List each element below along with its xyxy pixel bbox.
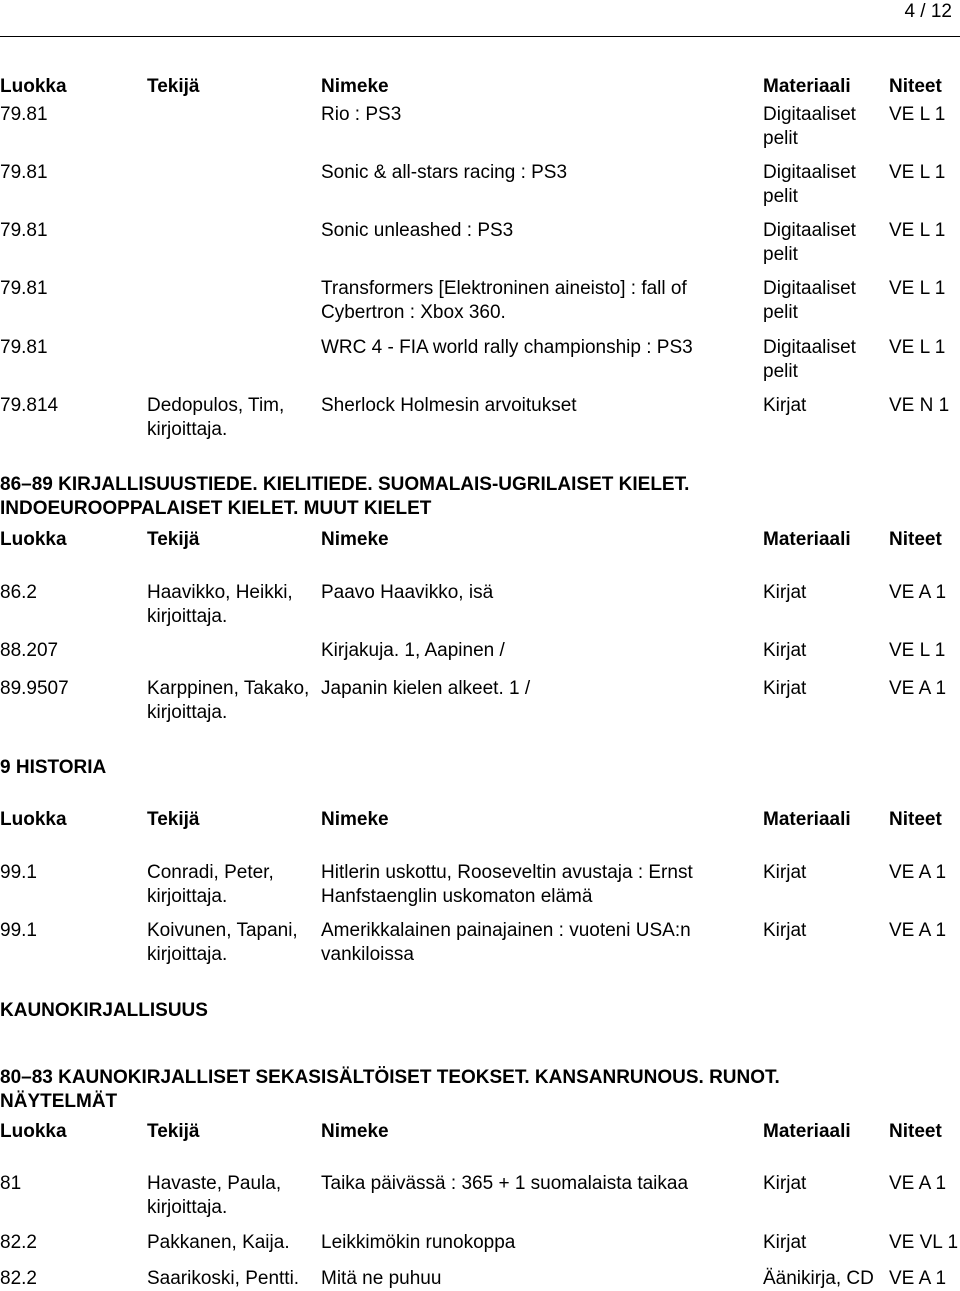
col-materiaali: Materiaali bbox=[763, 76, 851, 97]
col-nimeke: Nimeke bbox=[321, 529, 389, 550]
col-niteet: Niteet bbox=[889, 809, 942, 830]
header-rule bbox=[0, 36, 960, 37]
cell-tekija: Conradi, Peter, kirjoittaja. bbox=[147, 862, 274, 907]
cell-niteet: VE L 1 bbox=[889, 162, 946, 183]
cell-nimeke: Japanin kielen alkeet. 1 / bbox=[321, 678, 531, 699]
col-materiaali: Materiaali bbox=[763, 809, 851, 830]
cell-nimeke: Sherlock Holmesin arvoitukset bbox=[321, 395, 577, 416]
cell-luokka: 89.9507 bbox=[0, 678, 69, 699]
col-luokka: Luokka bbox=[0, 809, 67, 830]
col-niteet: Niteet bbox=[889, 529, 942, 550]
col-materiaali: Materiaali bbox=[763, 1121, 851, 1142]
cell-nimeke: Kirjakuja. 1, Aapinen / bbox=[321, 640, 505, 661]
col-luokka: Luokka bbox=[0, 76, 67, 97]
cell-nimeke: Amerikkalainen painajainen : vuoteni USA:n vankiloissa bbox=[321, 920, 691, 965]
col-nimeke: Nimeke bbox=[321, 809, 389, 830]
cell-tekija: Saarikoski, Pentti. bbox=[147, 1268, 300, 1289]
cell-luokka: 99.1 bbox=[0, 862, 37, 883]
cell-luokka: 79.81 bbox=[0, 278, 48, 299]
cell-tekija: Karppinen, Takako, kirjoittaja. bbox=[147, 678, 310, 723]
section-heading: KAUNOKIRJALLISUUS bbox=[0, 1000, 208, 1021]
col-tekija: Tekijä bbox=[147, 76, 200, 97]
cell-luokka: 79.81 bbox=[0, 104, 48, 125]
cell-luokka: 79.81 bbox=[0, 220, 48, 241]
col-nimeke: Nimeke bbox=[321, 76, 389, 97]
cell-materiaali: Kirjat bbox=[763, 862, 807, 883]
cell-materiaali: Kirjat bbox=[763, 1173, 807, 1194]
col-tekija: Tekijä bbox=[147, 809, 200, 830]
cell-luokka: 82.2 bbox=[0, 1232, 37, 1253]
cell-materiaali: Äänikirja, CD bbox=[763, 1268, 874, 1289]
cell-luokka: 81 bbox=[0, 1173, 22, 1194]
cell-nimeke: Transformers [Elektroninen aineisto] : fall of Cybertron : Xbox 360. bbox=[321, 278, 687, 323]
cell-niteet: VE A 1 bbox=[889, 1268, 947, 1289]
cell-luokka: 79.81 bbox=[0, 337, 48, 358]
cell-materiaali: Kirjat bbox=[763, 582, 807, 603]
cell-luokka: 82.2 bbox=[0, 1268, 37, 1289]
cell-tekija: Haavikko, Heikki, kirjoittaja. bbox=[147, 582, 293, 627]
cell-materiaali: Digitaaliset pelit bbox=[763, 220, 856, 265]
col-nimeke: Nimeke bbox=[321, 1121, 389, 1142]
cell-luokka: 79.81 bbox=[0, 162, 48, 183]
cell-niteet: VE VL 1 bbox=[889, 1232, 959, 1253]
section-heading: 9 HISTORIA bbox=[0, 757, 107, 778]
col-materiaali: Materiaali bbox=[763, 529, 851, 550]
cell-luokka: 88.207 bbox=[0, 640, 59, 661]
cell-niteet: VE N 1 bbox=[889, 395, 950, 416]
section-heading: 86–89 KIRJALLISUUSTIEDE. KIELITIEDE. SUOMALAIS-UGRILAISET KIELET. INDOEUROOPPALAISET KIELET. MUUT KIELET bbox=[0, 474, 690, 519]
cell-nimeke: Rio : PS3 bbox=[321, 104, 402, 125]
col-niteet: Niteet bbox=[889, 76, 942, 97]
cell-niteet: VE L 1 bbox=[889, 104, 946, 125]
cell-materiaali: Digitaaliset pelit bbox=[763, 104, 856, 149]
cell-tekija: Pakkanen, Kaija. bbox=[147, 1232, 290, 1253]
cell-nimeke: Mitä ne puhuu bbox=[321, 1268, 442, 1289]
cell-materiaali: Kirjat bbox=[763, 640, 807, 661]
cell-materiaali: Digitaaliset pelit bbox=[763, 162, 856, 207]
cell-luokka: 86.2 bbox=[0, 582, 37, 603]
col-tekija: Tekijä bbox=[147, 1121, 200, 1142]
cell-nimeke: Hitlerin uskottu, Rooseveltin avustaja : Ernst Hanfstaenglin uskomaton elämä bbox=[321, 862, 693, 907]
cell-materiaali: Kirjat bbox=[763, 678, 807, 699]
cell-niteet: VE L 1 bbox=[889, 640, 946, 661]
cell-materiaali: Kirjat bbox=[763, 395, 807, 416]
cell-materiaali: Digitaaliset pelit bbox=[763, 278, 856, 323]
col-luokka: Luokka bbox=[0, 1121, 67, 1142]
cell-nimeke: WRC 4 - FIA world rally championship : PS3 bbox=[321, 337, 693, 358]
cell-nimeke: Leikkimökin runokoppa bbox=[321, 1232, 516, 1253]
col-tekija: Tekijä bbox=[147, 529, 200, 550]
cell-tekija: Dedopulos, Tim, kirjoittaja. bbox=[147, 395, 285, 440]
cell-nimeke: Sonic unleashed : PS3 bbox=[321, 220, 514, 241]
cell-niteet: VE A 1 bbox=[889, 1173, 947, 1194]
cell-niteet: VE A 1 bbox=[889, 582, 947, 603]
cell-materiaali: Kirjat bbox=[763, 1232, 807, 1253]
col-niteet: Niteet bbox=[889, 1121, 942, 1142]
cell-niteet: VE A 1 bbox=[889, 678, 947, 699]
cell-niteet: VE L 1 bbox=[889, 337, 946, 358]
cell-luokka: 79.814 bbox=[0, 395, 59, 416]
cell-niteet: VE L 1 bbox=[889, 278, 946, 299]
cell-nimeke: Paavo Haavikko, isä bbox=[321, 582, 494, 603]
cell-materiaali: Kirjat bbox=[763, 920, 807, 941]
cell-tekija: Havaste, Paula, kirjoittaja. bbox=[147, 1173, 282, 1218]
cell-niteet: VE A 1 bbox=[889, 920, 947, 941]
cell-tekija: Koivunen, Tapani, kirjoittaja. bbox=[147, 920, 298, 965]
cell-luokka: 99.1 bbox=[0, 920, 37, 941]
cell-niteet: VE L 1 bbox=[889, 220, 946, 241]
cell-nimeke: Sonic & all-stars racing : PS3 bbox=[321, 162, 568, 183]
section-heading: 80–83 KAUNOKIRJALLISET SEKASISÄLTÖISET TEOKSET. KANSANRUNOUS. RUNOT. NÄYTELMÄT bbox=[0, 1067, 780, 1112]
page-number: 4 / 12 bbox=[904, 1, 952, 22]
cell-niteet: VE A 1 bbox=[889, 862, 947, 883]
col-luokka: Luokka bbox=[0, 529, 67, 550]
cell-nimeke: Taika päivässä : 365 + 1 suomalaista taikaa bbox=[321, 1173, 689, 1194]
cell-materiaali: Digitaaliset pelit bbox=[763, 337, 856, 382]
